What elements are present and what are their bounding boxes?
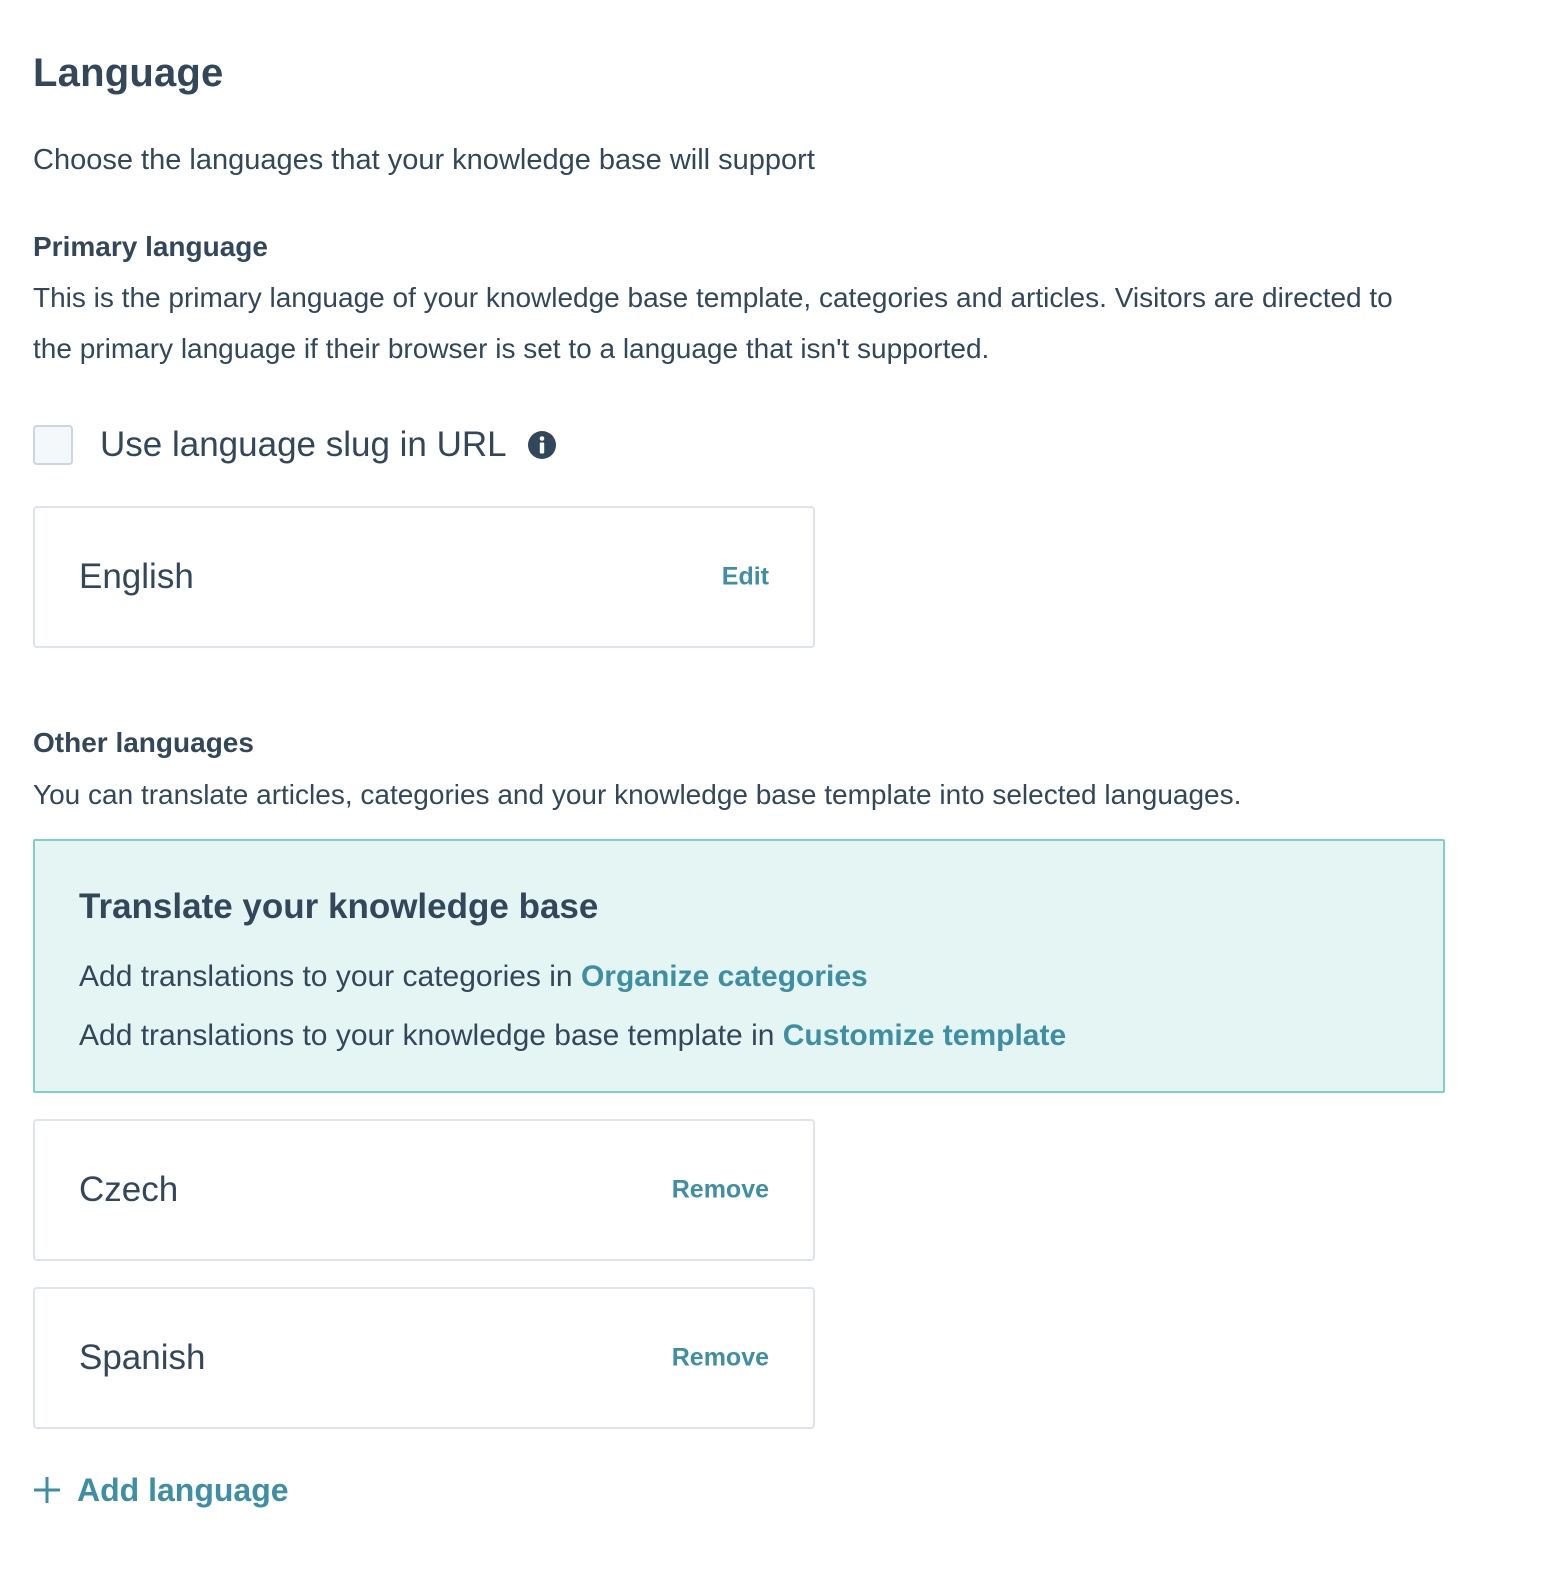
primary-language-name: English [79, 557, 194, 596]
edit-language-button[interactable]: Edit [721, 562, 769, 591]
remove-language-button[interactable]: Remove [671, 1175, 769, 1204]
info-icon[interactable] [527, 430, 557, 460]
callout-line-template-text: Add translations to your knowledge base template in [79, 1019, 783, 1052]
other-languages-heading: Other languages [33, 727, 254, 758]
add-language-label: Add language [77, 1472, 289, 1508]
callout-line-categories [79, 957, 868, 997]
language-slug-checkbox[interactable] [33, 425, 73, 465]
language-slug-option [33, 422, 557, 468]
translate-callout [33, 839, 1445, 1093]
primary-language-heading: Primary language [33, 231, 268, 262]
page-subtitle: Choose the languages that your knowledge base will support [33, 144, 815, 176]
language-name: Spanish [79, 1338, 206, 1377]
language-slug-label[interactable]: Use language slug in URL [100, 425, 507, 464]
language-card-spanish [33, 1287, 815, 1429]
organize-categories-link[interactable]: Organize categories [580, 960, 868, 993]
primary-language-description: This is the primary language of your knowledge base template, categories and articles. Visitors are directed to the primary language if their browser is set to a language that isn't supported. [33, 282, 1393, 364]
customize-template-link[interactable]: Customize template [782, 1019, 1067, 1052]
add-language-button[interactable] [33, 1468, 289, 1512]
primary-language-card [33, 506, 815, 648]
callout-line-categories-text: Add translations to your categories in [79, 960, 581, 993]
callout-title: Translate your knowledge base [79, 887, 599, 926]
remove-language-button[interactable]: Remove [671, 1343, 769, 1372]
page-title: Language [33, 51, 224, 95]
other-languages-description: You can translate articles, categories and your knowledge base template into selected languages. [33, 779, 1242, 810]
language-name: Czech [79, 1170, 179, 1209]
callout-line-template [79, 1016, 1066, 1056]
plus-icon [33, 1476, 61, 1504]
language-card-czech [33, 1119, 815, 1261]
